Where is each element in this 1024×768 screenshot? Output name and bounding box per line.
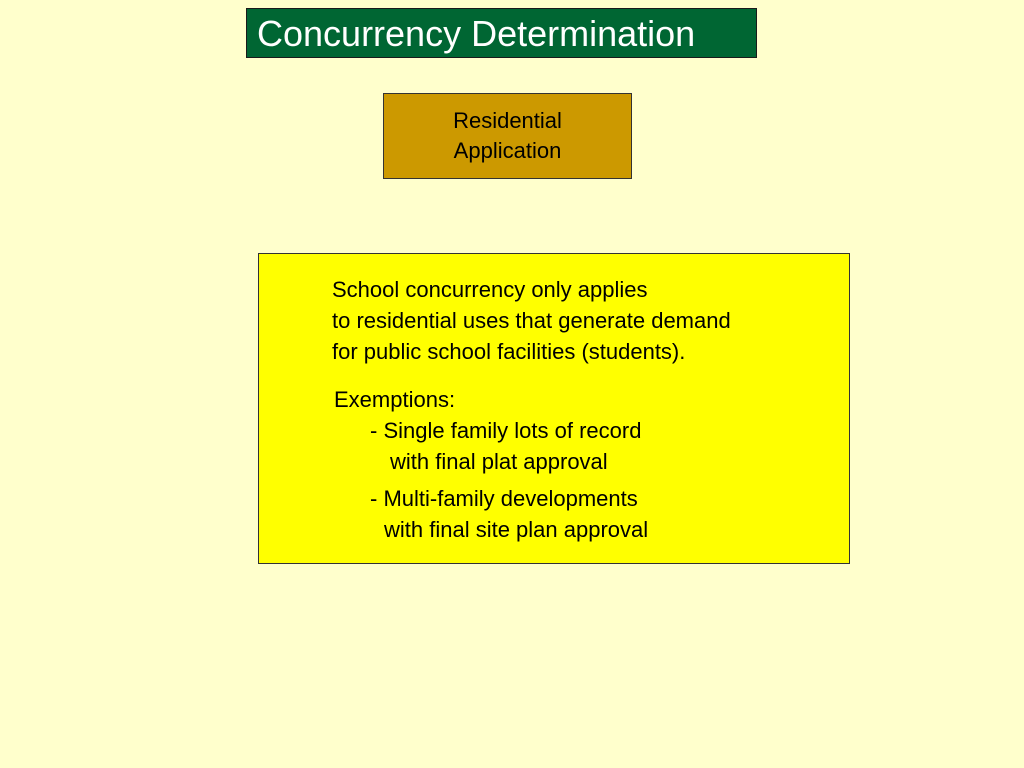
intro-line-2: to residential uses that generate demand bbox=[332, 308, 731, 333]
slide-title-text: Concurrency Determination bbox=[257, 13, 696, 54]
concurrency-info-box bbox=[258, 253, 850, 564]
exemptions-heading: Exemptions: bbox=[334, 387, 456, 412]
residential-application-box bbox=[383, 93, 632, 179]
exemption-1-line-2: with final plat approval bbox=[390, 449, 608, 474]
exemption-2-line-1: - Multi-family developments bbox=[370, 486, 638, 511]
residential-box-line-2: Application bbox=[453, 138, 562, 163]
exemption-1-line-1: - Single family lots of record bbox=[370, 418, 642, 443]
slide-title bbox=[246, 8, 757, 58]
exemption-2-line-2: with final site plan approval bbox=[384, 517, 649, 542]
intro-line-3: for public school facilities (students). bbox=[332, 339, 686, 364]
intro-line-1: School concurrency only applies bbox=[332, 277, 648, 302]
residential-box-line-1: Residential bbox=[453, 108, 562, 133]
